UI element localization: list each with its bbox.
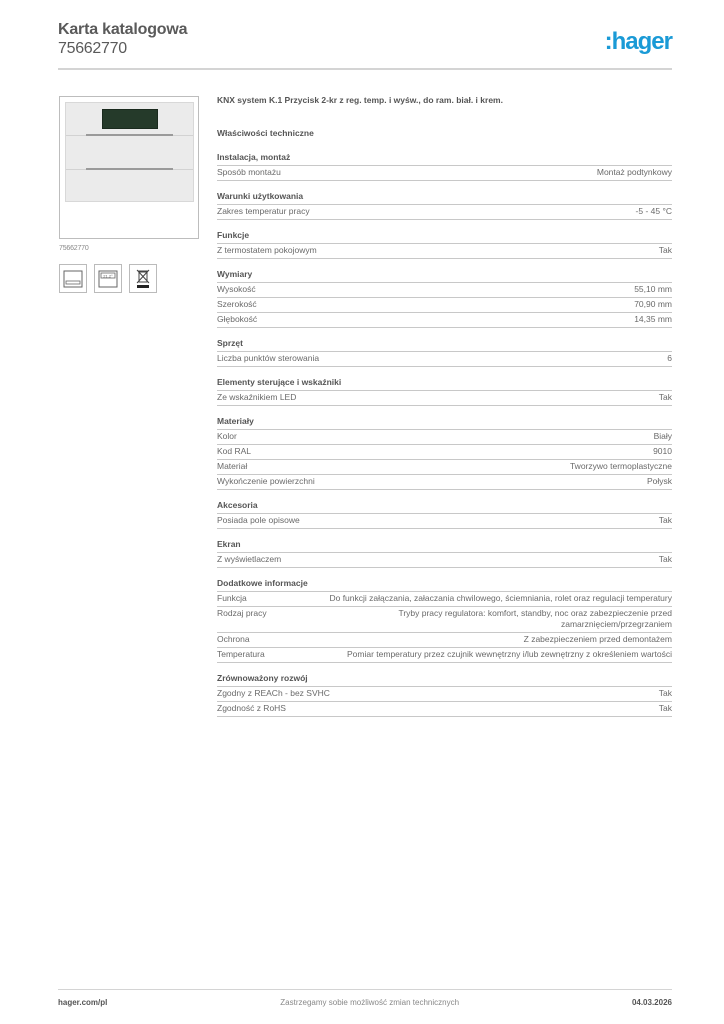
- property-group: [217, 376, 672, 406]
- property-label: Głębokość: [217, 314, 258, 324]
- lcd-display: [102, 109, 158, 129]
- property-group: [217, 577, 672, 663]
- property-value: Biały: [653, 431, 672, 441]
- property-group: [217, 538, 672, 568]
- property-label: Posiada pole opisowe: [217, 515, 300, 525]
- svg-text:21.2°: 21.2°: [103, 272, 113, 278]
- property-value: 70,90 mm: [634, 299, 672, 309]
- property-label: Z wyświetlaczem: [217, 554, 282, 564]
- property-row: [217, 430, 672, 445]
- property-row: [217, 313, 672, 328]
- product-media: [59, 96, 199, 293]
- product-image: [59, 96, 199, 239]
- property-value: 6: [667, 353, 672, 363]
- group-title: Funkcje: [217, 229, 672, 244]
- property-value: Połysk: [646, 476, 672, 486]
- property-group: [217, 151, 672, 181]
- property-row: [217, 514, 672, 529]
- property-label: Sposób montażu: [217, 167, 281, 177]
- property-row: [217, 592, 672, 607]
- property-value: Tak: [658, 245, 672, 255]
- property-value: Tak: [658, 688, 672, 698]
- property-label: Funkcja: [217, 593, 247, 603]
- rocker-bottom: [66, 171, 193, 204]
- property-label: Z termostatem pokojowym: [217, 245, 317, 255]
- hager-logo[interactable]: :hager: [604, 28, 672, 55]
- property-value: -5 - 45 °C: [635, 206, 672, 216]
- property-label: Ochrona: [217, 634, 250, 644]
- property-row: [217, 352, 672, 367]
- property-value: Tryby pracy regulatora: komfort, standby, noc oraz zabezpieczenie przed zamarznięciem/przegrzaniem: [398, 608, 672, 629]
- footer-divider: [58, 989, 672, 990]
- lcd-display-icon: [94, 264, 122, 293]
- group-title: Zrównoważony rozwój: [217, 672, 672, 687]
- property-row: [217, 205, 672, 220]
- group-title: Dodatkowe informacje: [217, 577, 672, 592]
- property-label: Liczba punktów sterowania: [217, 353, 320, 363]
- property-row: [217, 445, 672, 460]
- property-label: Rodzaj pracy: [217, 608, 267, 618]
- property-row: [217, 391, 672, 406]
- property-row: [217, 298, 672, 313]
- group-title: Ekran: [217, 538, 672, 553]
- document-title: Karta katalogowa: [58, 21, 188, 38]
- property-label: Szerokość: [217, 299, 257, 309]
- property-group: [217, 415, 672, 490]
- property-row: [217, 553, 672, 568]
- group-title: Sprzęt: [217, 337, 672, 352]
- property-label: Kolor: [217, 431, 237, 441]
- article-number: 75662770: [58, 40, 127, 57]
- property-row: [217, 633, 672, 648]
- property-label: Temperatura: [217, 649, 265, 659]
- property-label: Wykończenie powierzchni: [217, 476, 315, 486]
- document-date: 04.03.2026: [631, 998, 672, 1007]
- property-group: [217, 268, 672, 328]
- property-row: [217, 244, 672, 259]
- property-value: Pomiar temperatury przez czujnik wewnętrzny i/lub zewnętrzny z określeniem wartości: [346, 649, 672, 659]
- property-value: Tak: [658, 392, 672, 402]
- property-row: [217, 166, 672, 181]
- website-link[interactable]: hager.com/pl: [58, 998, 108, 1007]
- property-value: Montaż podtynkowy: [596, 167, 672, 177]
- property-row: [217, 687, 672, 702]
- technical-sheet: [217, 94, 672, 726]
- properties-title: Właściwości techniczne: [217, 128, 314, 138]
- header-divider: [58, 68, 672, 70]
- property-value: Tak: [658, 554, 672, 564]
- display-panel-icon: [59, 264, 87, 293]
- page-header: [58, 20, 672, 70]
- device-plate: [65, 102, 194, 202]
- group-title: Instalacja, montaż: [217, 151, 672, 166]
- rocker-middle: [66, 137, 193, 170]
- property-row: [217, 648, 672, 663]
- property-value: Tak: [658, 703, 672, 713]
- certification-icons: [59, 264, 199, 293]
- group-title: Wymiary: [217, 268, 672, 283]
- property-group: [217, 499, 672, 529]
- property-group: [217, 229, 672, 259]
- group-title: Warunki użytkowania: [217, 190, 672, 205]
- weee-crossed-bin-icon: [129, 264, 157, 293]
- property-label: Zakres temperatur pracy: [217, 206, 310, 216]
- property-label: Wysokość: [217, 284, 256, 294]
- page-footer: [58, 998, 672, 1007]
- product-description: KNX system K.1 Przycisk 2-kr z reg. temp. i wyśw., do ram. biał. i krem.: [217, 95, 503, 105]
- property-label: Zgodny z REACh - bez SVHC: [217, 688, 330, 698]
- property-group: [217, 672, 672, 717]
- property-value: Tworzywo termoplastyczne: [569, 461, 672, 471]
- rocker-top: [66, 103, 193, 136]
- property-row: [217, 283, 672, 298]
- property-row: [217, 702, 672, 717]
- property-row: [217, 460, 672, 475]
- property-value: Do funkcji załączania, załaczania chwilowego, ściemniania, rolet oraz regulacji temperatury: [329, 593, 672, 603]
- group-title: Akcesoria: [217, 499, 672, 514]
- property-value: Tak: [658, 515, 672, 525]
- property-group: [217, 190, 672, 220]
- property-row: [217, 475, 672, 490]
- property-label: Materiał: [217, 461, 248, 471]
- property-value: Z zabezpieczeniem przed demontażem: [523, 634, 672, 644]
- property-label: Ze wskaźnikiem LED: [217, 392, 297, 402]
- property-value: 14,35 mm: [634, 314, 672, 324]
- property-value: 55,10 mm: [634, 284, 672, 294]
- property-label: Zgodność z RoHS: [217, 703, 286, 713]
- group-title: Elementy sterujące i wskaźniki: [217, 376, 672, 391]
- property-group: [217, 337, 672, 367]
- disclaimer: Zastrzegamy sobie możliwość zmian technicznych: [280, 998, 460, 1007]
- property-groups: [217, 151, 672, 717]
- property-value: 9010: [653, 446, 672, 456]
- image-caption: 75662770: [59, 245, 89, 252]
- property-label: Kod RAL: [217, 446, 252, 456]
- group-title: Materiały: [217, 415, 672, 430]
- property-row: [217, 607, 672, 633]
